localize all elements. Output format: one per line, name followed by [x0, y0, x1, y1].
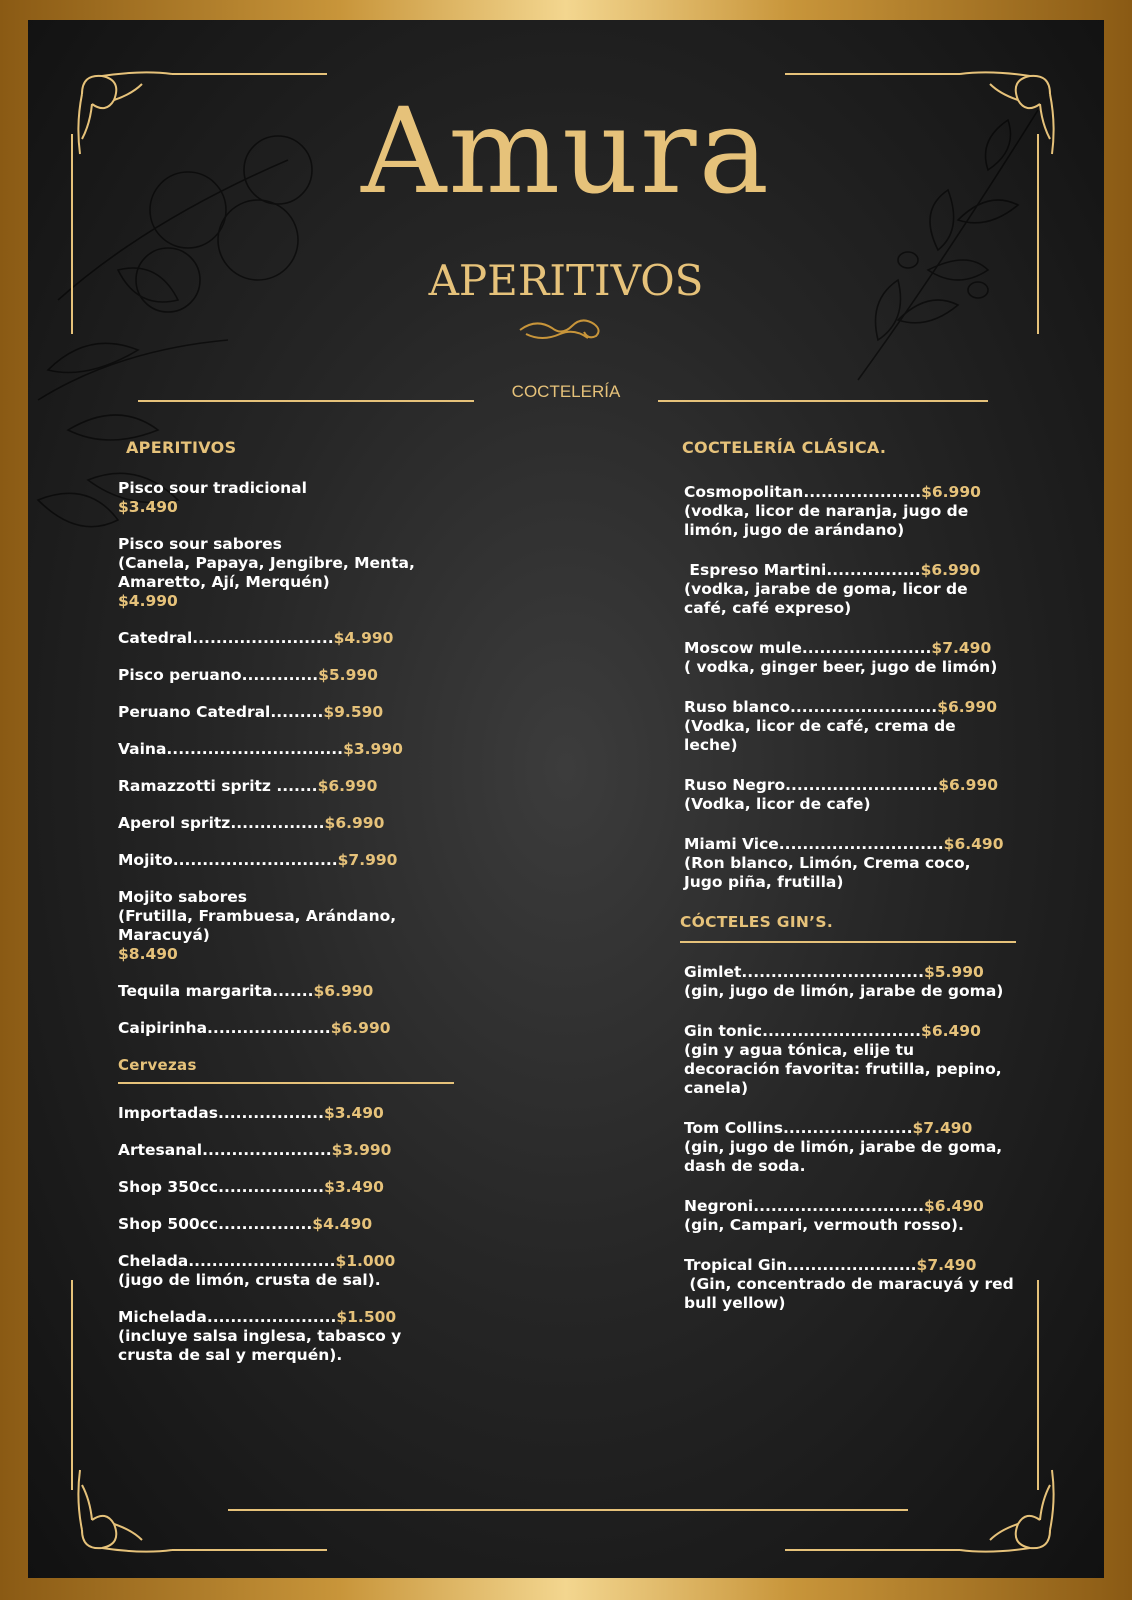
menu-item-price: $6.990: [313, 982, 374, 1000]
menu-item-line: [118, 740, 478, 759]
menu-item-price: $1.500: [336, 1308, 397, 1326]
menu-item-leader-dots: ....................: [803, 483, 922, 501]
menu-item-name: Shop 350cc: [118, 1178, 219, 1196]
menu-item-name: Cosmopolitan: [684, 483, 804, 501]
menu-item: [118, 479, 478, 517]
menu-item-leader-dots: ................: [230, 814, 325, 832]
menu-item-name: Tropical Gin: [684, 1256, 787, 1274]
menu-item: [118, 666, 478, 685]
restaurant-title: Amura: [361, 82, 771, 220]
menu-item-line: [684, 483, 1044, 502]
menu-item-description: (vodka, licor de naranja, jugo de limón, jugo de arándano): [684, 502, 974, 539]
menu-item: [118, 1308, 478, 1365]
menu-item: [684, 698, 1044, 755]
menu-item-name: Shop 500cc: [118, 1215, 219, 1233]
menu-item-leader-dots: ......................: [782, 1119, 913, 1137]
menu-item-description: (gin, jugo de limón, jarabe de goma): [684, 982, 1004, 1000]
menu-item-price: $6.490: [921, 1022, 981, 1040]
menu-item-leader-dots: ......................: [202, 1141, 332, 1159]
left-column: [118, 438, 478, 1383]
menu-item-name: Caipirinha: [118, 1019, 208, 1037]
menu-item-line: [118, 888, 478, 907]
menu-item-name: Gin tonic: [684, 1022, 763, 1040]
menu-item-price: $6.990: [330, 1019, 391, 1037]
menu-item-line: [118, 851, 478, 870]
menu-item-price: $5.990: [923, 963, 984, 981]
right-column: [680, 438, 1044, 1334]
menu-item-line: [118, 982, 478, 1001]
menu-item-line: [118, 1308, 478, 1327]
category-heading-gins: CÓCTELES GIN’S.: [680, 913, 834, 931]
menu-item-name: Negroni: [684, 1197, 754, 1215]
menu-item-leader-dots: .......: [272, 982, 314, 1000]
menu-item-price: $8.490: [118, 945, 178, 963]
aperitivos-list: [118, 479, 478, 1038]
menu-item-leader-dots: ............................: [778, 835, 944, 853]
menu-item: [684, 483, 1044, 540]
menu-item-leader-dots: ........................: [192, 629, 334, 647]
menu-item-price: $3.490: [323, 1104, 384, 1122]
menu-item-line: [684, 698, 1044, 717]
menu-item-name: Moscow mule: [684, 639, 802, 657]
menu-item-price: $3.990: [331, 1141, 392, 1159]
bottom-divider: [228, 1509, 908, 1511]
menu-item: [684, 639, 1044, 677]
menu-item-name: Chelada: [118, 1252, 189, 1270]
menu-item: [118, 1252, 478, 1290]
gins-divider: [680, 941, 1016, 943]
menu-item-line: [118, 814, 478, 833]
menu-item-name: Miami Vice: [684, 835, 779, 853]
menu-item-name: Aperol spritz: [118, 814, 231, 832]
flourish-divider-icon: [516, 312, 606, 348]
menu-item-leader-dots: ..................: [218, 1178, 325, 1196]
menu-item-price: $7.490: [912, 1119, 973, 1137]
menu-item-price: $7.490: [931, 639, 992, 657]
menu-item: [118, 629, 478, 648]
menu-item-description: (Frutilla, Frambuesa, Arándano, Maracuyá): [118, 907, 402, 944]
menu-item-price: $9.590: [323, 703, 384, 721]
menu-item-leader-dots: ................: [218, 1215, 313, 1233]
menu-item: [118, 1019, 478, 1038]
menu-item-leader-dots: .........: [270, 703, 324, 721]
menu-item-line: [118, 1252, 478, 1271]
menu-item-leader-dots: ............................: [172, 851, 338, 869]
menu-item-leader-dots: ......................: [206, 1308, 337, 1326]
menu-item-name: Espreso Martini: [684, 561, 827, 579]
menu-item-line: [118, 535, 478, 554]
menu-item-name: Importadas: [118, 1104, 218, 1122]
menu-item: [684, 776, 1044, 814]
menu-item-leader-dots: ...........................: [762, 1022, 922, 1040]
menu-item: [118, 535, 478, 611]
menu-item-description: (Gin, concentrado de maracuyá y red bull yellow): [684, 1275, 1020, 1312]
menu-item-price: $4.990: [118, 592, 178, 610]
cervezas-list: [118, 1104, 478, 1365]
menu-item-price: $6.990: [317, 777, 378, 795]
menu-item: [118, 740, 478, 759]
category-heading-aperitivos: APERITIVOS: [126, 438, 237, 457]
divider-right: [658, 400, 988, 402]
menu-item-name: Mojito: [118, 851, 173, 869]
menu-item-description: (Canela, Papaya, Jengibre, Menta, Amaretto, Ají, Merquén): [118, 554, 421, 591]
menu-item-leader-dots: ......................: [801, 639, 932, 657]
menu-item: [118, 703, 478, 722]
menu-item: [118, 851, 478, 870]
menu-item: [684, 1197, 1044, 1235]
menu-item-name: Tequila margarita: [118, 982, 273, 1000]
menu-item-description: (gin, Campari, vermouth rosso).: [684, 1216, 964, 1234]
menu-item-name: Gimlet: [684, 963, 742, 981]
menu-item-leader-dots: ...............................: [741, 963, 924, 981]
clasica-list: [684, 483, 1044, 892]
menu-item-price: $6.990: [937, 698, 998, 716]
menu-item: [118, 888, 478, 964]
menu-item-name: Pisco peruano: [118, 666, 242, 684]
menu-item-leader-dots: ..................: [217, 1104, 324, 1122]
page-subtitle: APERITIVOS: [428, 256, 704, 305]
menu-item-description: (Vodka, licor de cafe): [684, 795, 871, 813]
menu-item-leader-dots: ................: [826, 561, 921, 579]
menu-item-line: [684, 1256, 1044, 1275]
menu-item-description: (gin, jugo de limón, jarabe de goma, dash de soda.: [684, 1138, 1008, 1175]
menu-item-line: [118, 1019, 478, 1038]
menu-item-line: [684, 561, 1044, 580]
menu-item-price: $6.990: [921, 483, 981, 501]
menu-item-line: [118, 1104, 478, 1123]
menu-item-leader-dots: .............: [241, 666, 319, 684]
menu-item-name: Ruso Negro: [684, 776, 786, 794]
menu-item-description: (jugo de limón, crusta de sal).: [118, 1271, 381, 1289]
menu-item: [684, 1119, 1044, 1176]
menu-item-name: Michelada: [118, 1308, 207, 1326]
menu-item-line: [118, 629, 478, 648]
menu-item-line: [118, 1141, 478, 1160]
menu-item: [684, 561, 1044, 618]
menu-item-name: Mojito sabores: [118, 888, 247, 906]
menu-item-price: $6.490: [924, 1197, 984, 1215]
menu-item-leader-dots: .............................: [753, 1197, 924, 1215]
category-heading-cervezas: Cervezas: [118, 1056, 197, 1074]
menu-panel: [28, 20, 1104, 1578]
section-heading-cocteleria: COCTELERÍA: [511, 382, 621, 401]
menu-item-description: ( vodka, ginger beer, jugo de limón): [684, 658, 998, 676]
menu-item-description: (gin y agua tónica, elije tu decoración favorita: frutilla, pepino, canela): [684, 1041, 1008, 1097]
menu-item-line: [118, 777, 478, 796]
menu-item-price: $6.990: [938, 776, 999, 794]
menu-item-price: $6.990: [324, 814, 385, 832]
menu-item-name: Vaina: [118, 740, 167, 758]
menu-item-price: $1.000: [335, 1252, 396, 1270]
menu-item-description: (incluye salsa inglesa, tabasco y crusta de sal y merquén).: [118, 1327, 407, 1364]
menu-item-name: Pisco sour tradicional: [118, 479, 307, 497]
menu-item-price: $4.490: [312, 1215, 373, 1233]
menu-item-price: $5.990: [318, 666, 378, 684]
menu-item: [118, 1141, 478, 1160]
menu-item-leader-dots: ..........................: [785, 776, 939, 794]
menu-item-price: $6.490: [943, 835, 1004, 853]
menu-item-leader-dots: .........................: [789, 698, 938, 716]
menu-item-name: Peruano Catedral: [118, 703, 271, 721]
menu-item-description: (Ron blanco, Limón, Crema coco, Jugo piña, frutilla): [684, 854, 976, 891]
menu-item-price: $7.990: [337, 851, 398, 869]
menu-item-line: [118, 1178, 478, 1197]
menu-item-line: [684, 776, 1044, 795]
menu-item-price: $7.490: [916, 1256, 977, 1274]
menu-item-price: $3.990: [343, 740, 403, 758]
menu-item: [118, 814, 478, 833]
menu-item-leader-dots: .....................: [207, 1019, 331, 1037]
menu-item-description: (vodka, jarabe de goma, licor de café, café expreso): [684, 580, 974, 617]
menu-item: [118, 777, 478, 796]
cervezas-divider: [118, 1082, 454, 1084]
menu-item-line: [118, 703, 478, 722]
menu-item-price: $3.490: [324, 1178, 384, 1196]
menu-item-line: [118, 1215, 478, 1234]
menu-item-line: [684, 835, 1044, 854]
menu-item-line: [684, 1197, 1044, 1216]
menu-item-leader-dots: .......: [276, 777, 318, 795]
menu-item-line: [684, 1119, 1044, 1138]
menu-item-name: Ramazzotti spritz: [118, 777, 277, 795]
gins-list: [684, 963, 1044, 1313]
menu-item: [118, 1215, 478, 1234]
menu-item-leader-dots: ..............................: [166, 740, 344, 758]
category-heading-clasica: COCTELERÍA CLÁSICA.: [682, 438, 887, 457]
menu-item-line: [684, 1022, 1044, 1041]
menu-item: [118, 1178, 478, 1197]
menu-item-name: Ruso blanco: [684, 698, 790, 716]
menu-item-price: $4.990: [333, 629, 394, 647]
menu-item-line: [684, 963, 1044, 982]
menu-item-line: [118, 479, 478, 498]
menu-item: [684, 963, 1044, 1001]
menu-item-name: Tom Collins: [684, 1119, 783, 1137]
menu-item-line: [684, 639, 1044, 658]
menu-item: [118, 1104, 478, 1123]
menu-item-price: $3.490: [118, 498, 178, 516]
menu-item-line: [118, 666, 478, 685]
menu-item-leader-dots: .........................: [188, 1252, 336, 1270]
menu-item-name: Catedral: [118, 629, 193, 647]
menu-item: [684, 1256, 1044, 1313]
menu-item: [684, 1022, 1044, 1098]
menu-item: [684, 835, 1044, 892]
menu-item: [118, 982, 478, 1001]
menu-item-name: Artesanal: [118, 1141, 203, 1159]
menu-item-description: (Vodka, licor de café, crema de leche): [684, 717, 962, 754]
divider-left: [138, 400, 474, 402]
menu-item-leader-dots: ......................: [787, 1256, 917, 1274]
menu-item-price: $6.990: [920, 561, 981, 579]
menu-item-name: Pisco sour sabores: [118, 535, 282, 553]
